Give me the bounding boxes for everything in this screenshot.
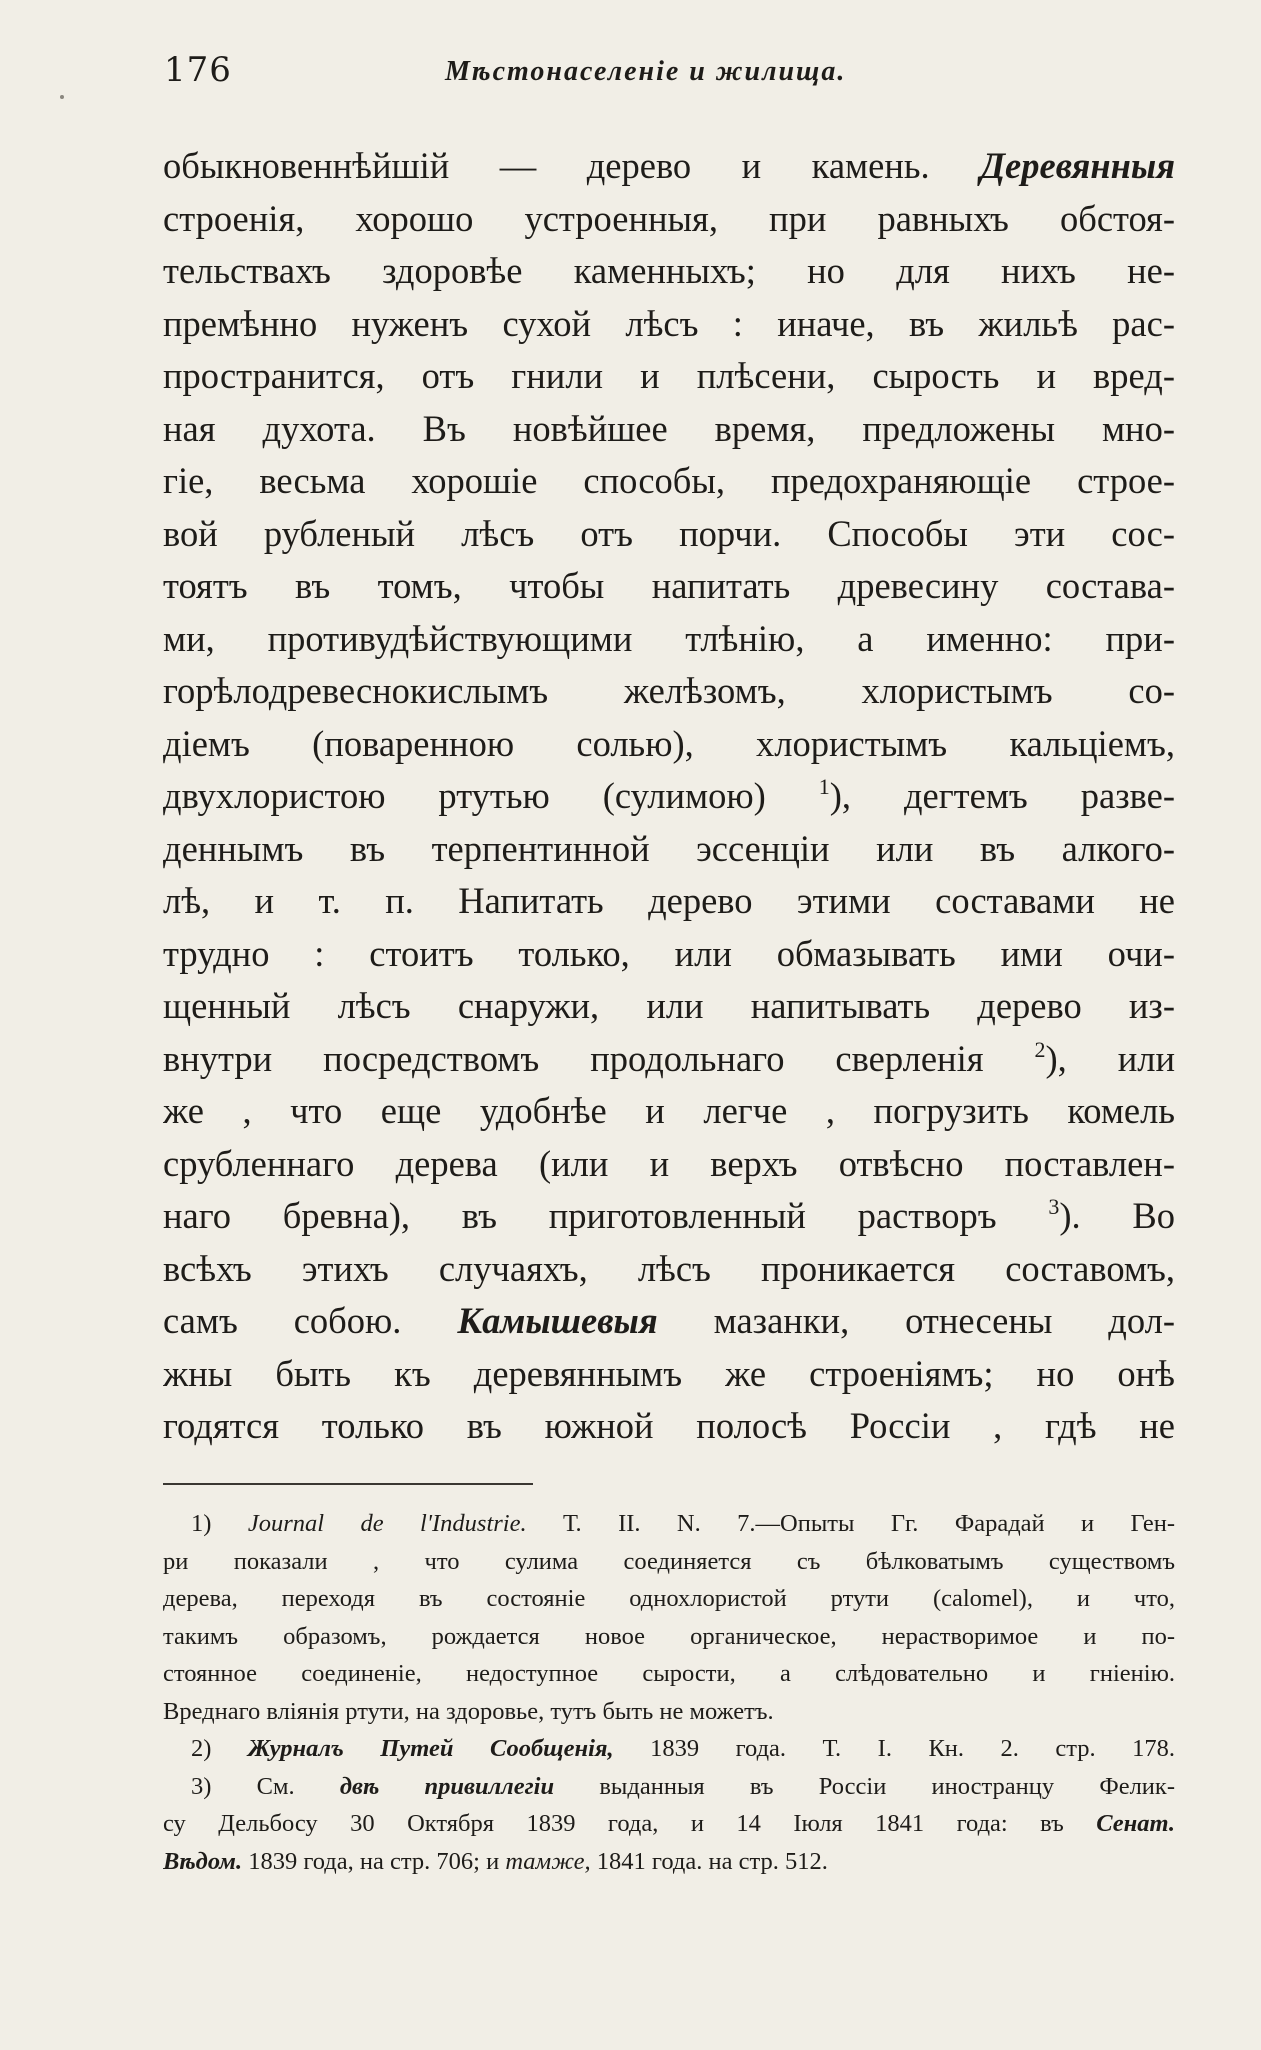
text-line: гіе, весьма хорошіе способы, предохраняющіе строе- [163, 460, 1175, 501]
text-line: тоятъ въ томъ, чтобы напитать древесину состава- [163, 565, 1175, 606]
text-segment: ). Во [1059, 1195, 1175, 1236]
italic-source: двѣ привиллегіи [339, 1772, 555, 1800]
main-text [163, 140, 1175, 1453]
text-line [163, 140, 1175, 193]
italic-source: тамже, [505, 1847, 591, 1875]
footnote-line [163, 1843, 1175, 1881]
text-segment: мазанки, отнесены дол- [657, 1300, 1175, 1341]
footnote-line: стоянное соединеніе, недоступное сырости, а слѣдовательно и гніенію. [163, 1660, 1175, 1687]
footnote-line: Вреднаго вліянія ртути, на здоровье, тутъ быть не можетъ. [163, 1697, 774, 1725]
text-line: ми, противудѣйствующими тлѣнію, а именно: при- [163, 617, 1175, 659]
text-segment: 1839 года. Т. I. Кн. 2. стр. 178. [613, 1735, 1175, 1762]
text-line: всѣхъ этихъ случаяхъ, лѣсъ проникается составомъ, [163, 1247, 1175, 1289]
italic-term: Камышевыя [457, 1300, 658, 1341]
footnote-ref: 2 [1034, 1036, 1046, 1062]
text-segment: 1841 года. на стр. 512. [590, 1847, 828, 1875]
text-line: діемъ (поваренною солью), хлористымъ кальціемъ, [163, 722, 1175, 764]
text-line: вой рубленый лѣсъ отъ порчи. Способы эти сос- [163, 512, 1175, 554]
text-segment: двухлористою ртутью (сулимою) [163, 775, 819, 816]
italic-source: Сенат. [1096, 1810, 1175, 1837]
text-line: премѣнно нуженъ сухой лѣсъ : иначе, въ жильѣ рас- [163, 302, 1175, 344]
text-segment: ), или [1045, 1037, 1175, 1079]
footnote-line [163, 1805, 1175, 1843]
text-line: пространится, отъ гнили и плѣсени, сырость и вред- [163, 355, 1175, 396]
text-segment: 3) См. [191, 1772, 340, 1800]
footnote-line [163, 1768, 1175, 1806]
text-line: же , что еще удобнѣе и легче , погрузить комель [163, 1090, 1175, 1131]
italic-source: Journal de l'Industrie. [247, 1510, 527, 1537]
text-line [163, 1033, 1175, 1086]
italic-source: Журналъ Путей Сообщенія, [247, 1735, 614, 1762]
text-segment: ), дегтемъ разве- [829, 775, 1175, 816]
text-line [163, 770, 1175, 823]
footnote-line [163, 1730, 1175, 1768]
text-segment: выданныя въ Россіи иностранцу Фелик- [554, 1772, 1175, 1800]
text-segment: внутри посредствомъ продольнаго сверленія [163, 1037, 1035, 1079]
footnote-line: ри показали , что сулима соединяется съ бѣлковатымъ существомъ [163, 1547, 1175, 1575]
text-line: горѣлодревеснокислымъ желѣзомъ, хлористымъ со- [163, 670, 1175, 711]
text-segment: 2) [191, 1735, 248, 1762]
running-title: Мѣстонаселеніе и жилища. [445, 56, 847, 87]
text-line [163, 1190, 1175, 1243]
footnotes [163, 1505, 1175, 1880]
italic-source: Вѣдом. [163, 1847, 243, 1875]
text-line: тельствахъ здоровѣе каменныхъ; но для нихъ не- [163, 250, 1175, 291]
footnote-line: дерева, переходя въ состояніе однохлористой ртути (calomel), и что, [163, 1585, 1175, 1612]
text-segment: самъ собою. [163, 1300, 458, 1341]
footnote-line: такимъ образомъ, рождается новое органическое, нерастворимое и по- [163, 1622, 1175, 1650]
page-number: 176 [164, 50, 232, 90]
text-line: строенія, хорошо устроенныя, при равныхъ обстоя- [163, 197, 1175, 239]
text-line: годятся только въ южной полосѣ Россіи , гдѣ не [163, 1405, 1175, 1446]
footnote-divider [163, 1483, 533, 1485]
text-line: лѣ, и т. п. Напитать дерево этими составами не [163, 880, 1175, 921]
text-line: деннымъ въ терпентинной эссенціи или въ алкого- [163, 827, 1175, 869]
print-speck [60, 95, 64, 99]
text-line: щенный лѣсъ снаружи, или напитывать дерево из- [163, 985, 1175, 1026]
text-segment: обыкновеннѣйшій — дерево и камень. [163, 145, 981, 186]
text-segment: 1) [191, 1510, 248, 1537]
text-line: трудно : стоитъ только, или обмазывать ими очи- [163, 932, 1175, 974]
footnote-ref: 1 [818, 774, 830, 799]
text-line: срубленнаго дерева (или и верхъ отвѣсно поставлен- [163, 1142, 1175, 1184]
footnote-ref: 3 [1048, 1194, 1060, 1219]
text-line: жны быть къ деревяннымъ же строеніямъ; но онѣ [163, 1352, 1175, 1394]
text-segment: наго бревна), въ приготовленный растворъ [163, 1195, 1049, 1236]
page-header [160, 50, 1180, 100]
italic-term: Деревянныя [980, 145, 1175, 186]
footnote-line [163, 1505, 1175, 1543]
text-segment: 1839 года, на стр. 706; и [242, 1847, 506, 1875]
text-segment: су Дельбосу 30 Октября 1839 года, и 14 Іюля 1841 года: въ [163, 1810, 1097, 1837]
text-segment: Т. II. N. 7.—Опыты Гг. Фарадай и Ген- [526, 1510, 1175, 1537]
text-line [163, 1295, 1175, 1348]
text-line: ная духота. Въ новѣйшее время, предложены мно- [163, 407, 1175, 449]
